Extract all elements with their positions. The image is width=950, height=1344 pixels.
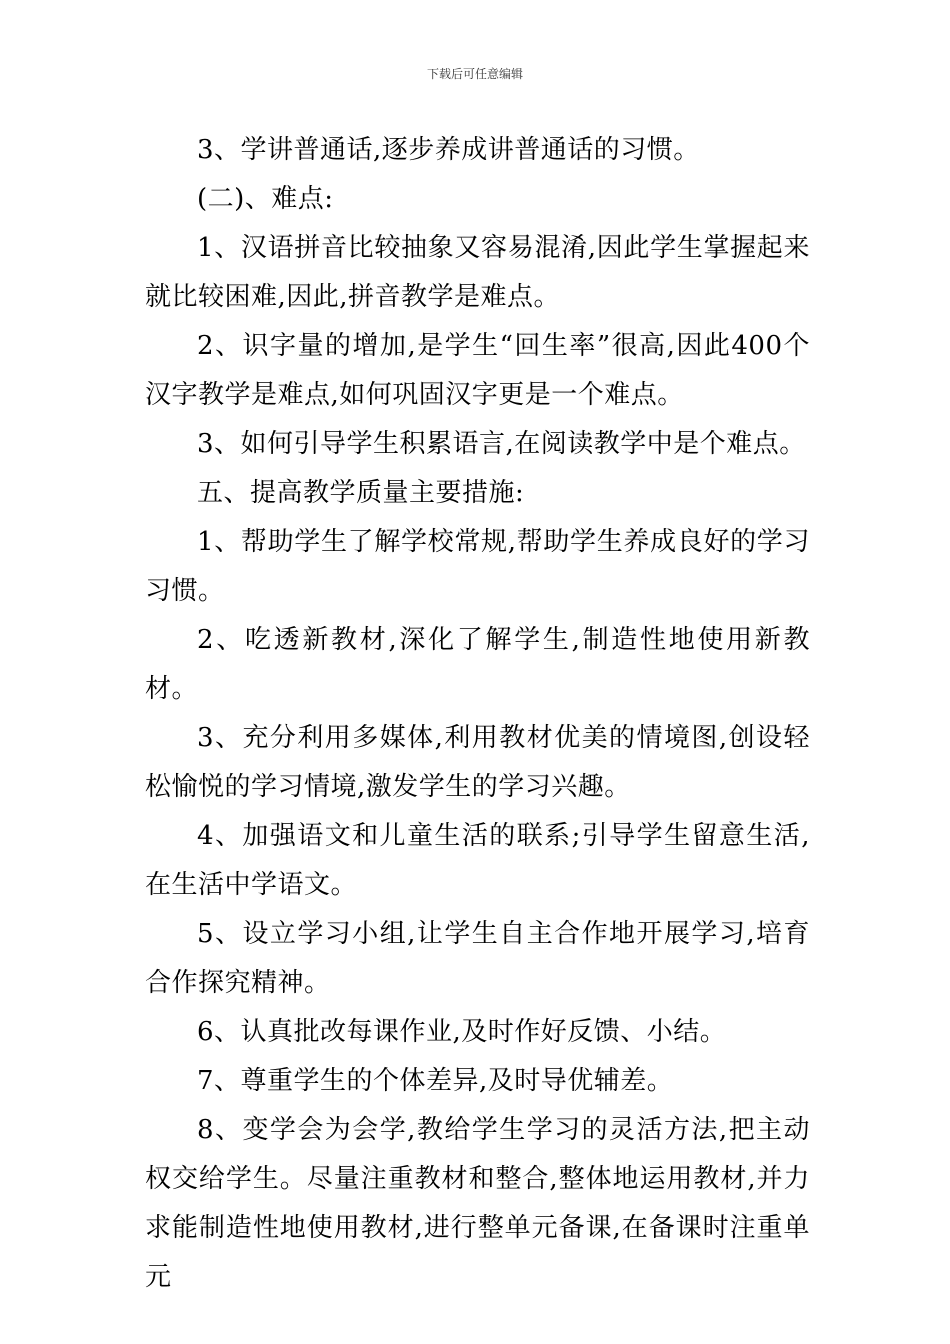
paragraph-11: 5、设立学习小组,让学生自主合作地开展学习,培育合作探究精神。 [145,919,810,998]
page-header: 下载后可任意编辑 [426,67,523,81]
paragraph-12: 6、认真批改每课作业,及时作好反馈、小结。 [197,1017,727,1047]
paragraph-7: 1、帮助学生了解学校常规,帮助学生养成良好的学习习惯。 [145,527,810,606]
paragraph-9: 3、充分利用多媒体,利用教材优美的情境图,创设轻松愉悦的学习情境,激发学生的学习兴趣。 [145,723,810,802]
paragraph-10: 4、加强语文和儿童生活的联系;引导学生留意生活,在生活中学语文。 [145,821,810,900]
paragraph-5: 3、如何引导学生积累语言,在阅读教学中是个难点。 [197,429,806,459]
paragraph-1: 3、学讲普通话,逐步养成讲普通话的习惯。 [197,135,700,165]
paragraph-6-heading-measures: 五、提高教学质量主要措施: [197,478,525,508]
paragraph-14: 8、变学会为会学,教给学生学习的灵活方法,把主动权交给学生。尽量注重教材和整合,整体地运用教材,并力求能制造性地使用教材,进行整单元备课,在备课时注重单元 [145,1115,810,1292]
paragraph-8: 2、吃透新教材,深化了解学生,制造性地使用新教材。 [145,625,810,704]
paragraph-3: 1、汉语拼音比较抽象又容易混淆,因此学生掌握起来就比较困难,因此,拼音教学是难点。 [145,233,810,312]
document-body [145,126,810,1302]
paragraph-13: 7、尊重学生的个体差异,及时导优辅差。 [197,1066,674,1096]
paragraph-4: 2、识字量的增加,是学生“回生率”很高,因此400个汉字教学是难点,如何巩固汉字更是一个难点。 [145,331,810,410]
paragraph-2-heading-difficulties: (二)、难点: [197,184,334,214]
